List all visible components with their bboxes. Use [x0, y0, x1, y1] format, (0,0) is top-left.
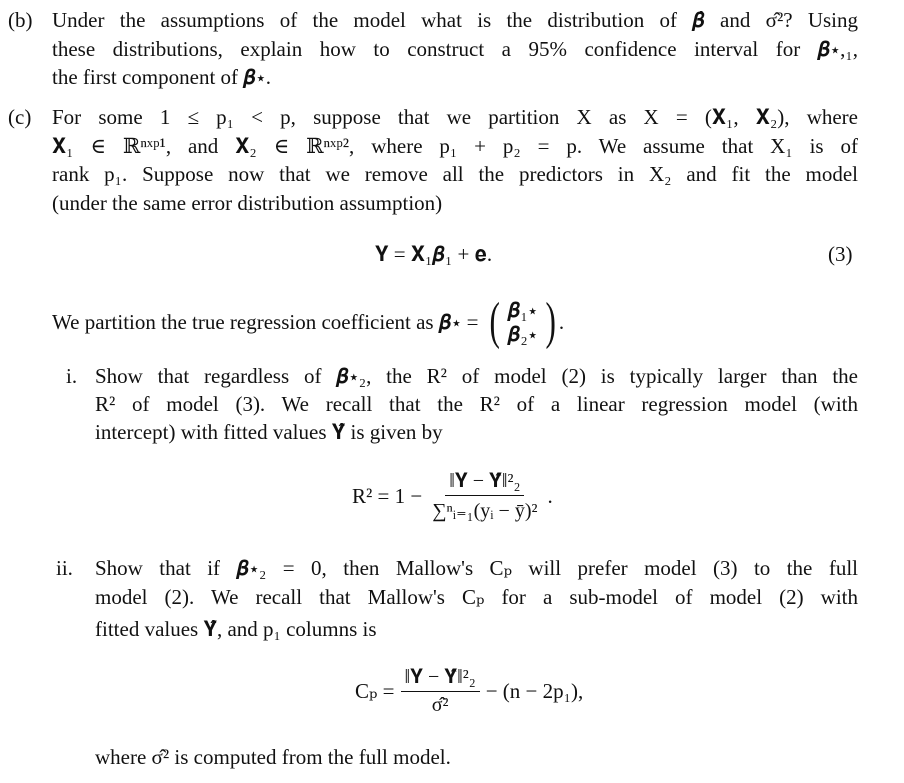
text-line: intercept) with fitted values 𝐘̂ is given by [95, 420, 443, 444]
text-line: Show that regardless of 𝜷⋆₂, the R² of model (2) is typically larger than the [95, 364, 858, 388]
text-line: For some 1 ≤ p₁ < p, suppose that we partition X as X = (𝐗₁, 𝐗₂), where [52, 105, 858, 129]
partition-end: . [558, 309, 565, 334]
numerator: ‖𝐘 − 𝐘̂‖²₂ [401, 666, 480, 692]
sub-i-label: i. [66, 364, 78, 388]
equation-3: 𝐘 = 𝐗₁𝜷₁ + 𝐞. [375, 242, 493, 266]
eq-rhs: − (n − 2p₁), [485, 679, 584, 703]
denominator: ∑ⁿᵢ₌₁(yᵢ − ȳ)² [432, 500, 538, 522]
partition-statement [52, 292, 564, 352]
r-squared-equation [352, 470, 553, 523]
eq-lhs: Cₚ = [355, 679, 395, 703]
text-line: these distributions, explain how to construct a 95% confidence interval for 𝜷⋆,₁, [52, 37, 858, 61]
text-line: Show that if 𝜷⋆₂ = 0, then Mallow's Cₚ will prefer model (3) to the full [95, 556, 858, 580]
text-line: Under the assumptions of the model what is the distribution of 𝜷̂ and σ̂²? Using [52, 8, 858, 32]
fraction [401, 666, 480, 717]
part-c-label: (c) [8, 105, 32, 129]
partition-text: We partition the true regression coefficient as 𝜷⋆ = [52, 309, 479, 334]
text-line: rank p₁. Suppose now that we remove all the predictors in X₂ and fit the model [52, 162, 858, 186]
text-line: model (2). We recall that Mallow's Cₚ for a sub-model of model (2) with [95, 585, 858, 609]
numerator: ‖𝐘 − 𝐘̂‖²₂ [445, 470, 524, 496]
text-line: fitted values 𝐘̂, and p₁ columns is [95, 617, 377, 641]
sub-ii-label: ii. [56, 556, 73, 580]
eq-lhs: R² = 1 − [352, 484, 423, 508]
beta-vector: ( 𝜷₁⋆ 𝜷₂⋆ ) [489, 293, 556, 350]
vector-top: 𝜷₁⋆ [507, 298, 538, 322]
text-line: the first component of 𝜷⋆. [52, 65, 272, 89]
text-line: (under the same error distribution assumption) [52, 191, 443, 215]
mallows-cp-equation [355, 666, 583, 717]
eq-end: . [547, 484, 553, 508]
denominator: σ̂² [431, 694, 449, 716]
part-b-label: (b) [8, 8, 33, 32]
vector-bottom: 𝜷₂⋆ [507, 322, 538, 346]
fraction [428, 470, 541, 523]
equation-number: (3) [828, 242, 853, 266]
text-line: where σ̂² is computed from the full model. [95, 745, 451, 769]
text-line: R² of model (3). We recall that the R² of a linear regression model (with [95, 392, 858, 416]
text-line: 𝐗₁ ∈ ℝⁿˣᵖ¹, and 𝐗₂ ∈ ℝⁿˣᵖ², where p₁ + p₂ = p. We assume that X₁ is of [52, 134, 858, 158]
